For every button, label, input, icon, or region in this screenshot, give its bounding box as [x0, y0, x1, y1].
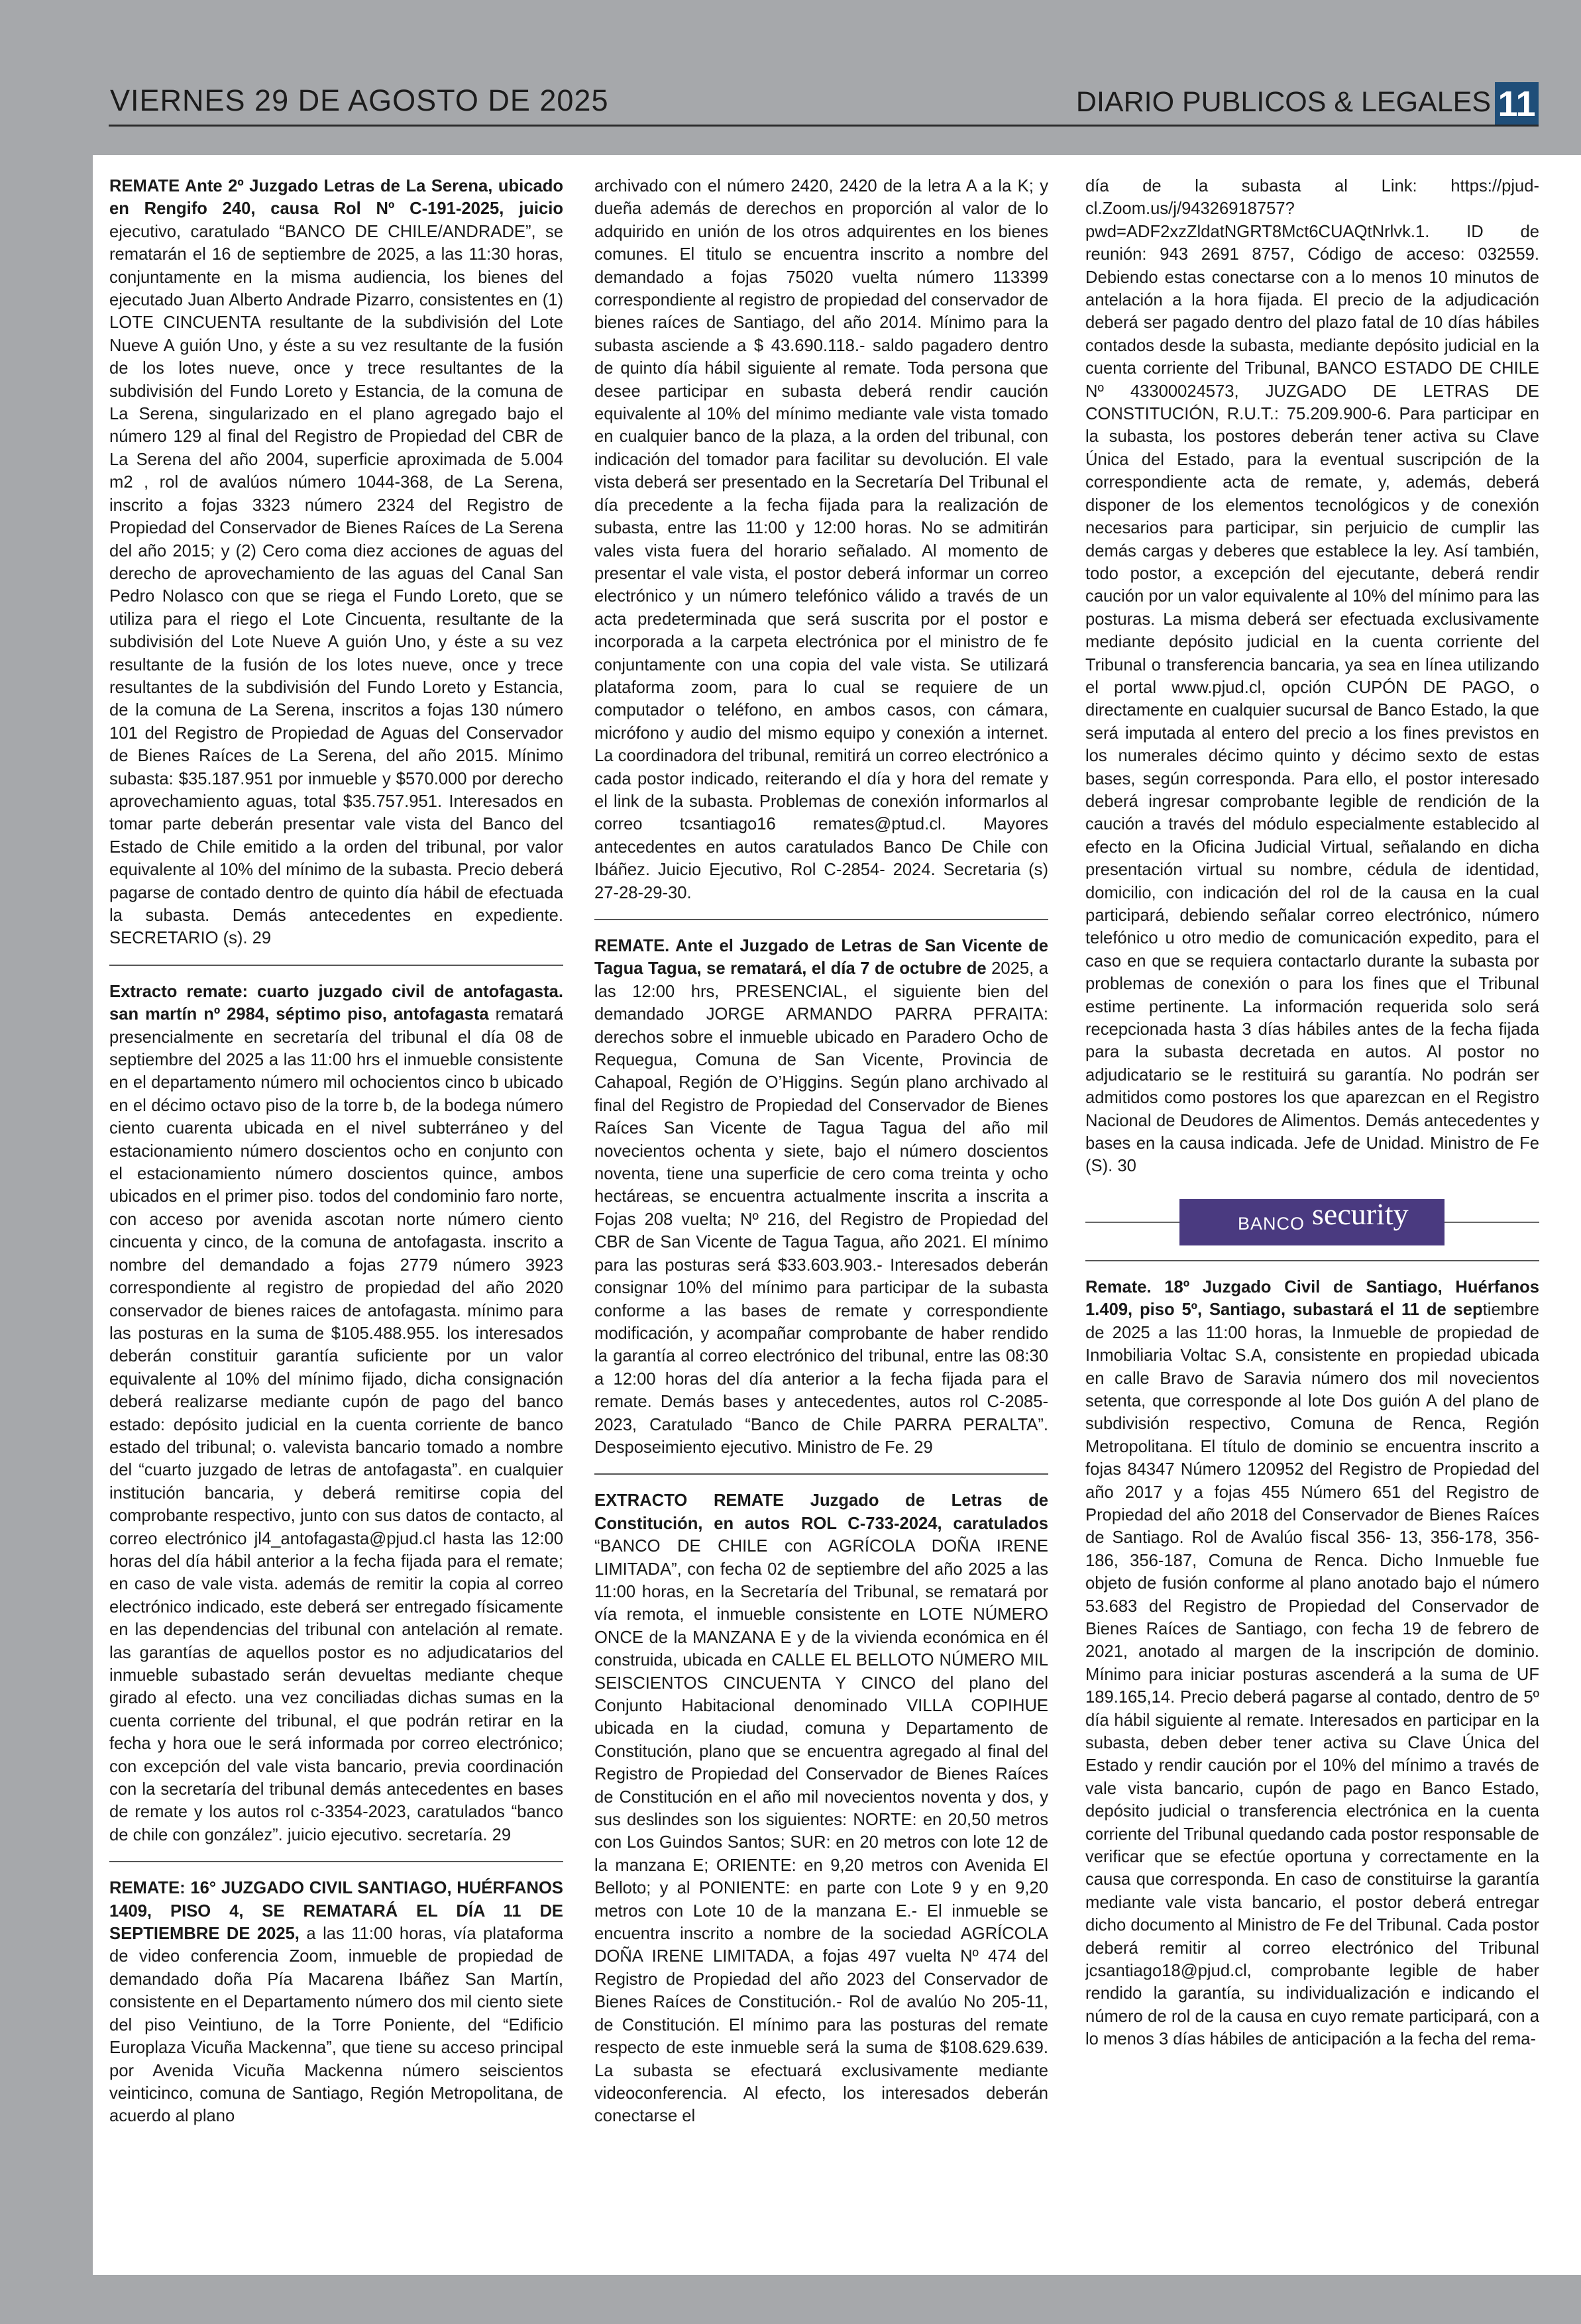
- notice-body: día de la subasta al Link: https://pjud-cl.Zoom.us/j/94326918757?pwd=ADF2xzZldatNGRT8Mct6CUAQtNrlvk.1. ID de reunión: 943 2691 8757, Código de acceso: 032559. Debiendo estas conectarse con a lo menos 10 minutos de antelación a la hora fijada. El precio de la adjudicación deberá ser pagado dentro del plazo fatal de 10 días hábiles contados desde la subasta, mediante depósito judicial en la cuenta corriente del Tribunal, BANCO ESTADO DE CHILE Nº 43300024573, JUZGADO DE LETRAS DE CONSTITUCIÓN, R.U.T.: 75.209.900-6. Para participar en la subasta, los postores deberán tener activa su Clave Única del Estado, para la eventual suscripción de la correspondiente acta de remate, y, además, deberá disponer de los elementos tecnológicos y de conexión necesarios para participar, sin perjuicio de cumplir las demás cargas y deberes que establece la ley. Así también, todo postor, a excepción del ejecutante, deberá rendir caución por un valor equivalente al 10% del mínimo para las posturas. La misma deberá ser efectuada exclusivamente mediante depósito judicial en la cuenta corriente del Tribunal o transferencia bancaria, ya sea en línea utilizando el portal www.pjud.cl, opción CUPÓN DE PAGO, o directamente en cualquier sucursal de Banco Estado, la que será imputada al entero del precio a los fines previstos en los numerales décimo quinto y décimo sexto de estas bases, según corresponda. Para ello, el postor interesado deberá ingresar comprobante legible de rendición de la caución a través del módulo especialmente establecido al efecto en la Oficina Judicial Virtual, señalando en dicha presentación virtual su nombre, cédula de identidad, domicilio, con indicación del rol de la causa en la cual participará, debiendo señalar correo electrónico, número telefónico u otro medio de comunicación expedito, para el caso en que se requiera contactarlo durante la subasta por problemas de conexión o para los fines que el Tribunal estime pertinente. La información requerida solo será recepcionada hasta 3 días hábiles antes de la fecha fijada para la subasta decretada en autos. Al postor no adjudicatario se le restituirá su garantía. No podrán ser admitidos como postores los que aparezcan en el Registro Nacional de Deudores de Alimentos. Demás antecedentes y bases en la causa indicada. Jefe de Unidad. Ministro de Fe (S). 30: [1085, 177, 1539, 1176]
- logo-word-security: security: [1312, 1196, 1409, 1231]
- notice-heading: REMATE. Ante el Juzgado de Letras de San Vicente de Tagua Tagua, se rematará, el día 7 de octubre de: [594, 937, 1048, 978]
- banner-rule-right: [1445, 1222, 1539, 1223]
- notice-continuation-constitucion: [1085, 175, 1539, 1178]
- notice-remate-16-juzgado: [109, 1877, 563, 2127]
- notice-continuation-16-juzgado: [594, 175, 1048, 904]
- section-title: DIARIO PUBLICOS & LEGALES: [1075, 86, 1491, 118]
- page-sheet: [93, 155, 1581, 2275]
- notice-remate-la-serena: [109, 175, 563, 950]
- issue-date: VIERNES 29 DE AGOSTO DE 2025: [110, 83, 609, 117]
- notice-heading: Remate. 18º Juzgado Civil de Santiago, Huérfanos 1.409, piso 5º, Santiago, subastará el 11 de sep: [1085, 1277, 1539, 1320]
- notice-divider: [1085, 1260, 1539, 1261]
- advertiser-banner-row: [1085, 1196, 1539, 1245]
- notice-remate-18-juzgado: [1085, 1276, 1539, 2051]
- logo-word-banco: BANCO: [1238, 1213, 1305, 1234]
- page-header: [0, 0, 1581, 140]
- notice-body: tiembre de 2025 a las 11:00 horas, la Inmueble de propiedad de Inmobiliaria Voltac S.A, consistente en propiedad ubicada en calle Bravo de Saravia número dos mil novecientos setenta, que corresponde al lote Dos guión A del plano de subdivisión respectivo, Comuna de Renca, Región Metropolitana. El título de dominio se encuentra inscrito a fojas 84347 Número 120952 del Registro de Propiedad del año 2017 y a fojas 455 Número 651 del Registro de Propiedad del año 2018 del Conservador de Bienes Raíces de Santiago. Rol de Avalúo fiscal 356- 13, 356-178, 356-186, 356-187, Comuna de Renca. Dicho Inmueble fue objeto de fusión conforme al plano anotado bajo el número 53.683 del Registro de Propiedad del Conservador de Bienes Raíces de Santiago, con fecha 19 de febrero de 2021, anotado al margen de la inscripción de dominio. Mínimo para iniciar posturas ascenderá a la suma de UF 189.165,14. Precio deberá pagarse al contado, dentro de 5º día hábil siguiente al remate. Interesados en participar en la subasta, deben deber tener activa su Clave Única del Estado y rendir caución por el 10% del mínimo a través de vale vista bancario, cupón de pago en Banco Estado, depósito judicial o transferencia electrónica en la cuenta corriente del Tribunal quedando cada postor responsable de verificar que se efectúe oportuna y correctamente en la causa que corresponda. En caso de constituirse la garantía mediante vale vista bancario, el postor deberá entregar dicho documento al Ministro de Fe del Tribunal. Cada postor deberá remitir al correo electrónico del Tribunal jcsantiago18@pjud.cl, comprobante legible de haber rendido la garantía, su individualización e indicando el número de rol de la causa en cuyo remate participará, con a lo menos 3 días hábiles de anticipación a la fecha del rema-: [1085, 1300, 1539, 2049]
- notice-divider: [594, 919, 1048, 920]
- notice-heading: Extracto remate: cuarto juzgado civil de antofagasta. san martín nº 2984, séptimo piso, antofagasta: [109, 982, 563, 1024]
- column-2: [594, 175, 1048, 2255]
- notice-remate-san-vicente: [594, 935, 1048, 1459]
- notice-heading: REMATE Ante 2º Juzgado Letras de La Serena, ubicado en Rengifo 240, causa Rol Nº C-191-2025, juicio: [109, 177, 563, 219]
- column-1: [109, 175, 563, 2255]
- notice-divider: [594, 1473, 1048, 1475]
- banner-rule-left: [1085, 1222, 1179, 1223]
- notice-divider: [109, 965, 563, 966]
- notice-body: rematará presencialmente en secretaría del tribunal el día 08 de septiembre del 2025 a las 11:00 hrs el inmueble consistente en el departamento número mil ochocientos cinco b ubicado en el décimo octavo piso de la torre b, de la bodega número ciento cuarenta ubicada en el nivel subterráneo y del estacionamiento número doscientos ocho en conjunto con el estacionamiento número doscientos quince, ambos ubicados en el primer piso. todos del condominio faro norte, con acceso por avenida ascotan norte número ciento cincuenta y cinco, de la comuna de antofagasta. inscrito a nombre del demandado a fojas 2779 número 3923 correspondiente al registro de propiedad del año 2020 conservador de bienes raices de antofagasta. mínimo para las posturas en la suma de $105.488.955. los interesados deberán constituir garantía suficiente por un valor equivalente al 10% del mínimo fijado, dicha consignación deberá realizarse mediante cupón de pago del banco estado: depósito judicial en la cuenta corriente de banco estado del tribunal; o. valevista bancario tomado a nombre del “cuarto juzgado de letras de antofagasta”. en cualquier institución bancaria, y deberá remitirse copia del comprobante respectivo, junto con sus datos de contacto, al correo electrónico jl4_antofagasta@pjud.cl hasta las 12:00 horas del día hábil anterior a la fecha fijada para el remate; en caso de vale vista. además de remitir la copia al correo electrónico indicado, este deberá ser entregado físicamente en las dependencias del tribunal con antelación al remate. las garantías de aquellos postor es no adjudicatarios del inmueble subastado serán devueltas mediante cheque girado al efecto. una vez conciliadas dichas sumas en la cuenta corriente del tribunal, el que podrán retirar en la fecha y hora oue le será informada por correo electrónico; con excepción del vale vista bancario, previa coordinación con la secretaría del tribunal demás antecedentes en bases de remate y los autos rol c-3354-2023, caratulados “banco de chile con gonzález”. juicio ejecutivo. secretaría. 29: [109, 1005, 563, 1844]
- notice-body: a las 11:00 horas, vía plataforma de video conferencia Zoom, inmueble de propiedad de demandado doña Pía Macarena Ibáñez San Martín, consistente en el Departamento número dos mil ciento siete del piso Veintiuno, de la Torre Poniente, del “Edificio Europlaza Vicuña Mackenna”, que tiene su acceso principal por Avenida Vicuña Mackenna número seiscientos veinticinco, comuna de Santiago, Región Metropolitana, de acuerdo al plano: [109, 1925, 563, 2126]
- banco-security-logo: [1179, 1196, 1445, 1245]
- notice-heading: REMATE: 16° JUZGADO CIVIL SANTIAGO, HUÉRFANOS 1409, PISO 4, SE REMATARÁ EL DÍA 11 DE SEPTIEMBRE DE 2025,: [109, 1879, 563, 1944]
- notice-body: ejecutivo, caratulado “BANCO DE CHILE/ANDRADE”, se rematarán el 16 de septiembre de 2025, a las 11:30 horas, conjuntamente en la misma audiencia, los bienes del ejecutado Juan Alberto Andrade Pizarro, consistentes en (1) LOTE CINCUENTA resultante de la subdivisión del Lote Nueve A guión Uno, y éste a su vez resultante de la fusión de los lotes nueve, once y trece resultantes de la subdivisión del Fundo Loreto y Estancia, de la comuna de La Serena, singularizado en el plano agregado bajo el número 129 al final del Registro de Propiedad del CBR de La Serena del año 2004, superficie aproximada de 5.004 m2 , rol de avalúos número 1044-368, de La Serena, inscrito a fojas 3323 número 2324 del Registro de Propiedad del Conservador de Bienes Raíces de La Serena del año 2015; y (2) Cero coma diez acciones de aguas del derecho de aprovechamiento de las aguas del Canal San Pedro Nolasco con que se riega el Fundo Loreto, que se utiliza para el riego el Lote Cincuenta, resultante de la subdivisión del Lote Nueve A guión Uno, y éste a su vez resultante de la fusión de los lotes nueve, once y trece resultantes de la subdivisión del Fundo Loreto y Estancia, de la comuna de La Serena, inscritos a fojas 130 número 101 del Registro de Propiedad de Aguas del Conservador de Bienes Raíces de La Serena, del año 2015. Mínimo subasta: $35.187.951 por inmueble y $570.000 por derecho aprovechamiento aguas, total $35.757.951. Interesados en tomar parte deberán presentar vale vista del Banco del Estado de Chile emitido a la orden del tribunal, por valor equivalente al 10% del mínimo de la subasta. Precio deberá pagarse de contado dentro de quinto día hábil de efectuada la subasta. Demás antecedentes en expediente. SECRETARIO (s). 29: [109, 222, 563, 948]
- notice-divider: [109, 1861, 563, 1862]
- notice-remate-constitucion: [594, 1489, 1048, 2127]
- notice-body: 2025, a las 12:00 hrs, PRESENCIAL, el siguiente bien del demandado JORGE ARMANDO PARRA PFRAITA: derechos sobre el inmueble ubicado en Paradero Ocho de Requegua, Comuna de San Vicente, Provincia de Cahapoal, Región de O’Higgins. Según plano archivado al final del Registro de Propiedad del Conservador de Bienes Raíces San Vicente de Tagua Tagua del año mil novecientos ochenta y siete, bajo el número doscientos noventa, tiene una superficie de cero coma treinta y ocho hectáreas, se encuentra actualmente inscrita a inscrita a Fojas 208 vuelta; Nº 216, del Registro de Propiedad del CBR de San Vicente de Tagua Tagua, año 2021. El mínimo para las posturas será $33.603.903.- Interesados deberán consignar 10% del mínimo para participar de la subasta conforme a las bases de remate y correspondiente modificación, y acompañar comprobante de haber rendido la garantía al correo electrónico del tribunal, entre las 08:30 a 12:00 horas del día anterior a la fecha fijada para el remate. Demás bases y antecedentes, autos rol C-2085-2023, Caratulado “Banco de Chile PARRA PERALTA”. Desposeimiento ejecutivo. Ministro de Fe. 29: [594, 959, 1048, 1457]
- header-rule: [109, 125, 1539, 127]
- page-number-badge: 11: [1495, 82, 1539, 126]
- column-3: [1085, 175, 1539, 2255]
- notice-remate-antofagasta: [109, 980, 563, 1846]
- notice-heading: EXTRACTO REMATE Juzgado de Letras de Constitución, en autos ROL C-733-2024, caratulados: [594, 1491, 1048, 1533]
- notice-body: “BANCO DE CHILE con AGRÍCOLA DOÑA IRENE LIMITADA”, con fecha 02 de septiembre del año 2025 a las 11:00 horas, en la Secretaría del Tribunal, se rematará por vía remota, el inmueble consistente en LOTE NÚMERO ONCE de la MANZANA E y de la vivienda económica en él construida, ubicada en CALLE EL BELLOTO NÚMERO MIL SEISCIENTOS CINCUENTA Y CINCO del plano del Conjunto Habitacional denominado VILLA COPIHUE ubicada en la ciudad, comuna y Departamento de Constitución, plano que se encuentra agregado al final del Registro de Propiedad del Conservador de Bienes Raíces de Constitución en el año mil novecientos noventa y dos, y sus deslindes son los siguientes: NORTE: en 20,50 metros con Los Guindos Santos; SUR: en 20 metros con lote 12 de la manzana E; ORIENTE: en 9,20 metros con Avenida El Belloto; y al PONIENTE: en parte con Lote 9 y en 9,20 metros con Lote 10 de la manzana E.- El inmueble se encuentra inscrito a nombre de la sociedad AGRÍCOLA DOÑA IRENE LIMITADA, a fojas 497 vuelta Nº 474 del Registro de Propiedad del año 2023 del Conservador de Bienes Raíces de Constitución.- Rol de avalúo No 205-11, de Constitución. El mínimo para las posturas del remate respecto de este inmueble será la suma de $108.629.639. La subasta se efectuará exclusivamente mediante videoconferencia. Al efecto, los interesados deberán conectarse el: [594, 1537, 1048, 2126]
- notice-body: archivado con el número 2420, 2420 de la letra A a la K; y dueña además de derechos en proporción al valor de lo adquirido en unión de los otros adquirentes en los bienes comunes. El titulo se encuentra inscrito a nombre del demandado a fojas 75020 vuelta número 113399 correspondiente al registro de propiedad del conservador de bienes raíces de Santiago, del año 2014. Mínimo para la subasta asciende a $ 43.690.118.- saldo pagadero dentro de quinto día hábil siguiente al remate. Toda persona que desee participar en subasta deberá rendir caución equivalente al 10% del mínimo mediante vale vista tomado en cualquier banco de la plaza, a la orden del tribunal, con indicación del tomador para facilitar su devolución. El vale vista deberá ser presentado en la Secretaría Del Tribunal el día precedente a la fecha fijada para la realización de subasta, entre las 11:00 y 12:00 horas. No se admitirán vales vista fuera del horario señalado. Al momento de presentar el vale vista, el postor deberá informar un correo electrónico y un número telefónico válido a través de un acta predeterminada que será suscrita por el postor e incorporada a la carpeta electrónica por el ministro de fe conjuntamente con una copia del vale vista. Se utilizará plataforma zoom, para lo cual se requiere de un computador o teléfono, en ambos casos, con cámara, micrófono y audio del mismo equipo y conexión a internet. La coordinadora del tribunal, remitirá un correo electrónico a cada postor indicado, reiterando el día y hora del remate y el link de la subasta. Problemas de conexión informarlos al correo tcsantiago16 remates@ptud.cl. Mayores antecedentes en autos caratulados Banco De Chile con Ibáñez. Juicio Ejecutivo, Rol C-2854- 2024. Secretaria (s) 27-28-29-30.: [594, 177, 1048, 902]
